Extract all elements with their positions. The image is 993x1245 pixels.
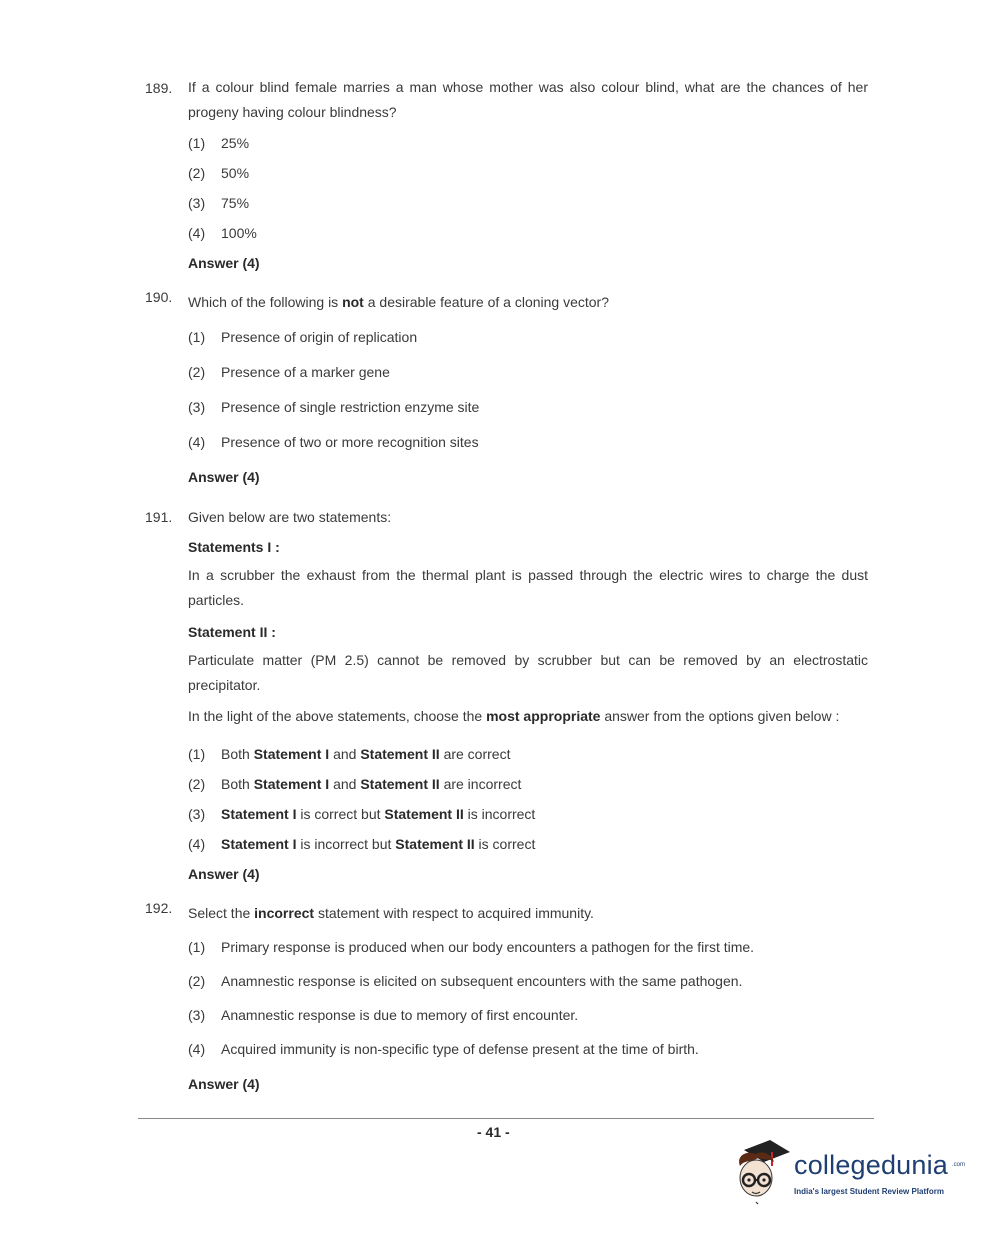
option-number: (3)	[188, 195, 206, 211]
option-text: Statement I is correct but Statement II is incorrect	[221, 806, 536, 822]
option-text: Presence of two or more recognition sites	[221, 434, 479, 450]
question-number: 192.	[145, 900, 173, 916]
option-number: (3)	[188, 1007, 206, 1023]
footer-divider	[138, 1118, 874, 1119]
option-text: Presence of single restriction enzyme site	[221, 399, 480, 415]
answer-label: Answer (4)	[188, 469, 260, 485]
answer-label: Answer (4)	[188, 255, 260, 271]
page-number: - 41 -	[477, 1124, 510, 1140]
option-number: (3)	[188, 399, 206, 415]
option-number: (2)	[188, 973, 206, 989]
option-text: Primary response is produced when our body encounters a pathogen for the first time.	[221, 939, 755, 955]
option-text: Anamnestic response is elicited on subsequent encounters with the same pathogen.	[221, 973, 743, 989]
question-stem: Select the incorrect statement with respect to acquired immunity.	[188, 905, 594, 921]
option-number: (2)	[188, 776, 206, 792]
question-stem: If a colour blind female marries a man whose mother was also colour blind, what are the chances of her progeny having colour blindness?	[188, 79, 868, 120]
option-number: (1)	[188, 746, 206, 762]
option-number: (1)	[188, 939, 206, 955]
statement-heading: Statement II :	[188, 624, 276, 640]
answer-label: Answer (4)	[188, 866, 260, 882]
student-mascot-icon	[732, 1136, 792, 1208]
option-number: (4)	[188, 836, 206, 852]
option-number: (3)	[188, 806, 206, 822]
question-number: 190.	[145, 289, 173, 305]
option-text: 50%	[221, 165, 250, 181]
statement-text: In a scrubber the exhaust from the thermal plant is passed through the electric wires to charge the dust particles.	[188, 567, 868, 608]
statement-text: Particulate matter (PM 2.5) cannot be removed by scrubber but can be removed by an electrostatic precipitator.	[188, 652, 868, 693]
brand-name: collegedunia	[794, 1150, 949, 1180]
option-number: (4)	[188, 225, 206, 241]
option-text: Both Statement I and Statement II are correct	[221, 746, 511, 762]
brand-tagline: India's largest Student Review Platform	[794, 1187, 944, 1196]
brand-suffix: .com	[952, 1162, 966, 1168]
answer-label: Answer (4)	[188, 1076, 260, 1092]
question-stem: Given below are two statements:	[188, 509, 392, 525]
option-text: 75%	[221, 195, 250, 211]
option-text: Statement I is incorrect but Statement II is correct	[221, 836, 536, 852]
option-number: (1)	[188, 329, 206, 345]
option-text: Both Statement I and Statement II are incorrect	[221, 776, 522, 792]
option-text: Acquired immunity is non-specific type of defense present at the time of birth.	[221, 1041, 699, 1057]
option-number: (2)	[188, 364, 206, 380]
question-number: 191.	[145, 509, 173, 525]
option-text: 25%	[221, 135, 250, 151]
option-text: Presence of origin of replication	[221, 329, 418, 345]
option-number: (4)	[188, 434, 206, 450]
option-number: (2)	[188, 165, 206, 181]
option-number: (1)	[188, 135, 206, 151]
question-number: 189.	[145, 80, 173, 96]
option-text: 100%	[221, 225, 257, 241]
option-text: Anamnestic response is due to memory of first encounter.	[221, 1007, 579, 1023]
option-number: (4)	[188, 1041, 206, 1057]
option-text: Presence of a marker gene	[221, 364, 390, 380]
statement-heading: Statements I :	[188, 539, 280, 555]
question-stem: Which of the following is not a desirable feature of a cloning vector?	[188, 294, 609, 310]
question-instruction: In the light of the above statements, choose the most appropriate answer from the options given below :	[188, 708, 840, 724]
